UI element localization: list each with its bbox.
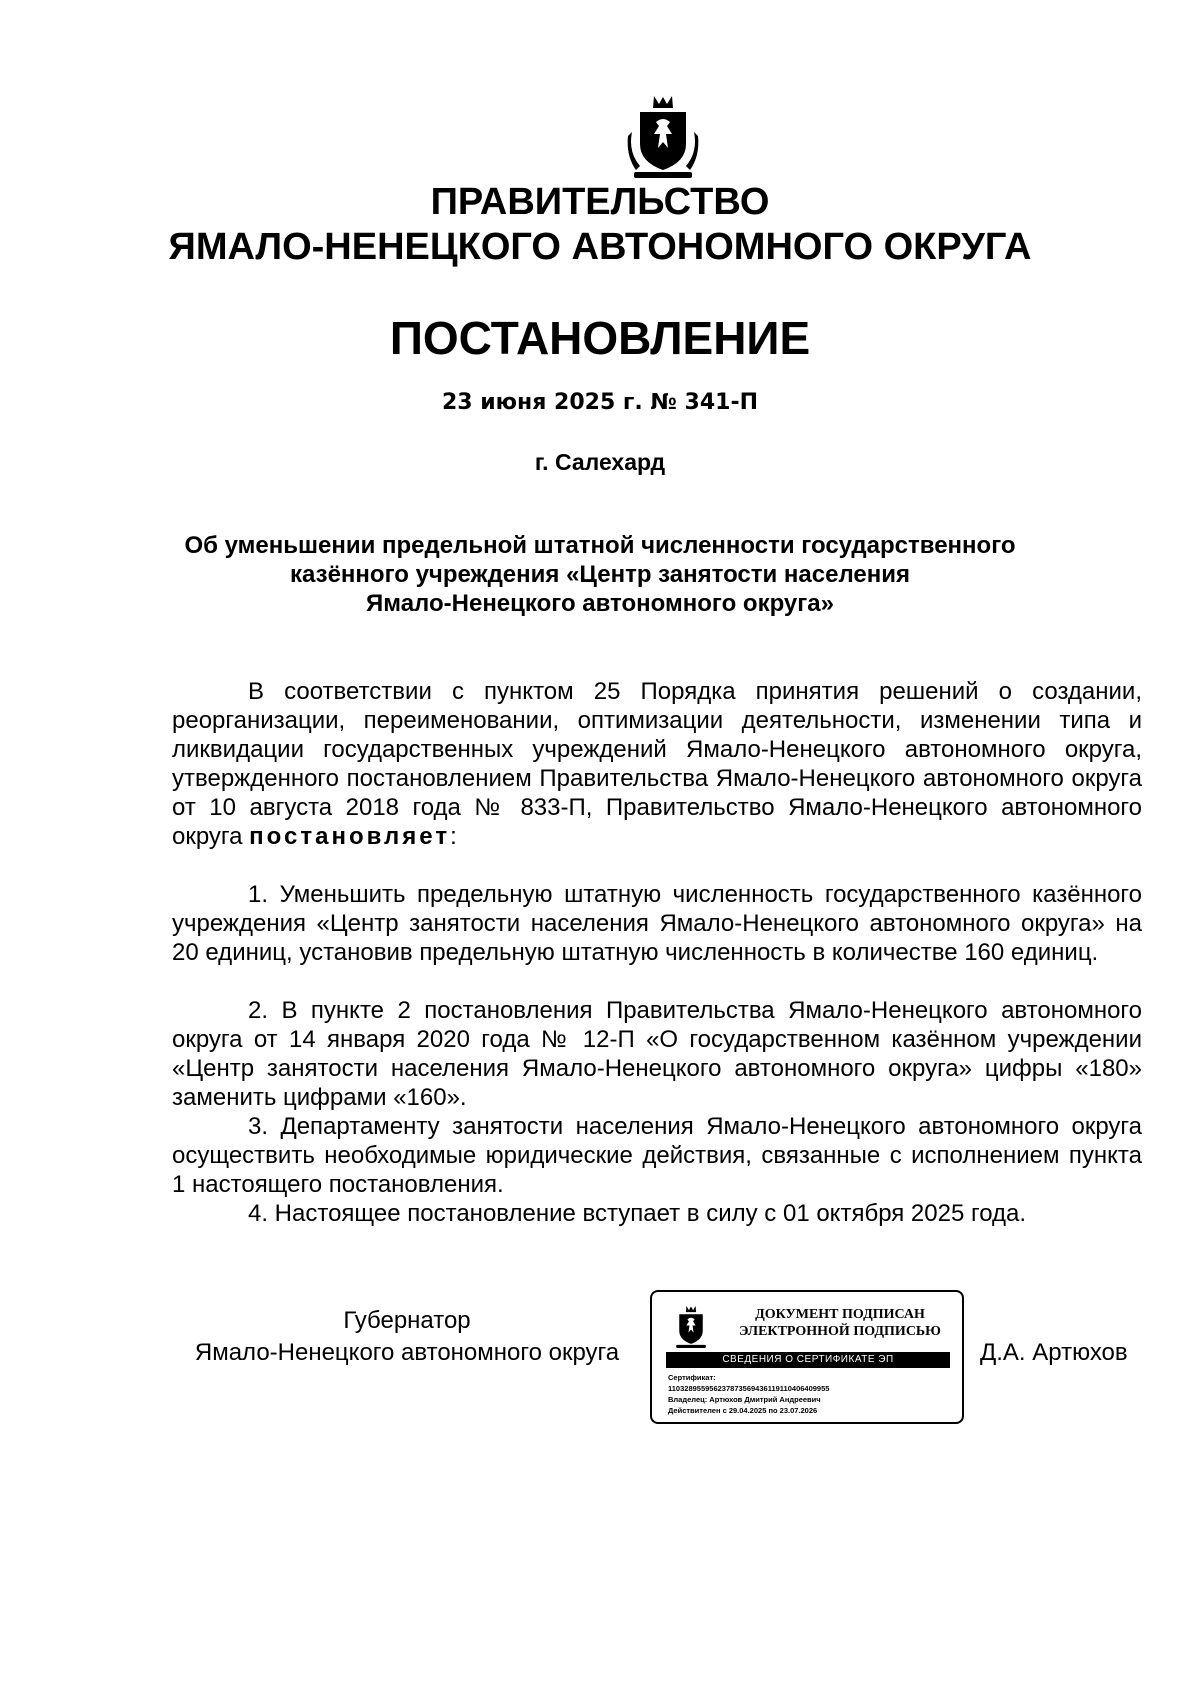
item-4: 4. Настоящее постановление вступает в силу с 01 октября 2025 года. (248, 1200, 1027, 1227)
electronic-signature-stamp (650, 1290, 964, 1424)
signatory-position (172, 1305, 642, 1369)
subject-line-1: Об уменьшении предельной штатной численности государственного (184, 532, 1016, 559)
position-line-1: Губернатор (343, 1307, 471, 1334)
stamp-coat-of-arms-icon (672, 1304, 710, 1350)
subject-line-2: казённого учреждения «Центр занятости населения (289, 561, 910, 588)
certificate-details (668, 1372, 958, 1416)
preamble-keyword: постановляет (249, 823, 451, 850)
stamp-title-line-1: ДОКУМЕНТ ПОДПИСАН (755, 1307, 925, 1322)
date-number: 23 июня 2025 г. № 341-П (441, 390, 759, 415)
document-type: ПОСТАНОВЛЕНИЕ (389, 312, 811, 364)
city: г. Салехард (534, 449, 666, 475)
preamble-paragraph (172, 677, 1142, 851)
org-name-line1: ПРАВИТЕЛЬСТВО (430, 181, 770, 223)
certificate-label: Сертификат: (668, 1373, 716, 1382)
stamp-title (726, 1306, 954, 1340)
signatory-name: Д.А. Артюхов (980, 1339, 1128, 1366)
org-name-line2: ЯМАЛО-НЕНЕЦКОГО АВТОНОМНОГО ОКРУГА (168, 226, 1032, 268)
document-subject (130, 531, 1070, 618)
preamble-text: В соответствии с пунктом 25 Порядка принятия решений о создании, реорганизации, переименовании, оптимизации деятельности, изменении типа и ликвидации государственных учреждений Ямало-Ненецкого автономного округа, утвержденного постановлением Правительства Ямало-Ненецкого автономного округа от 10 августа 2018 года № 833-П, Правительство Ямало-Ненецкого автономного округа (172, 678, 1142, 850)
certificate-number: 110328955956237873569436119110406409955 (668, 1384, 830, 1393)
certificate-validity: Действителен с 29.04.2025 по 23.07.2026 (668, 1406, 818, 1415)
stamp-title-line-2: ЭЛЕКТРОННОЙ ПОДПИСЬЮ (739, 1324, 941, 1339)
preamble-tail: : (450, 823, 457, 850)
subject-line-3: Ямало-Ненецкого автономного округа» (366, 590, 834, 617)
item-3: 3. Департаменту занятости населения Ямало-Ненецкого автономного округа осуществить необходимые юридические действия, связанные с исполнением пункта 1 настоящего постановления. (172, 1113, 1142, 1198)
certificate-owner: Владелец: Артюхов Дмитрий Андреевич (668, 1395, 821, 1404)
item-1: 1. Уменьшить предельную штатную численность государственного казённого учреждения «Центр занятости населения Ямало-Ненецкого автономного округа» на 20 единиц, установив предельную штатную численность в количестве 160 единиц. (172, 881, 1142, 966)
certificate-info-band: СВЕДЕНИЯ О СЕРТИФИКАТЕ ЭП (666, 1352, 950, 1368)
position-line-2: Ямало-Ненецкого автономного округа (194, 1339, 620, 1366)
item-2: 2. В пункте 2 постановления Правительства Ямало-Ненецкого автономного округа от 14 января 2020 года № 12-П «О государственном казённом учреждении «Центр занятости населения Ямало-Ненецкого автономного округа» цифры «180» заменить цифрами «160». (172, 997, 1142, 1111)
coat-of-arms-icon (626, 92, 700, 182)
